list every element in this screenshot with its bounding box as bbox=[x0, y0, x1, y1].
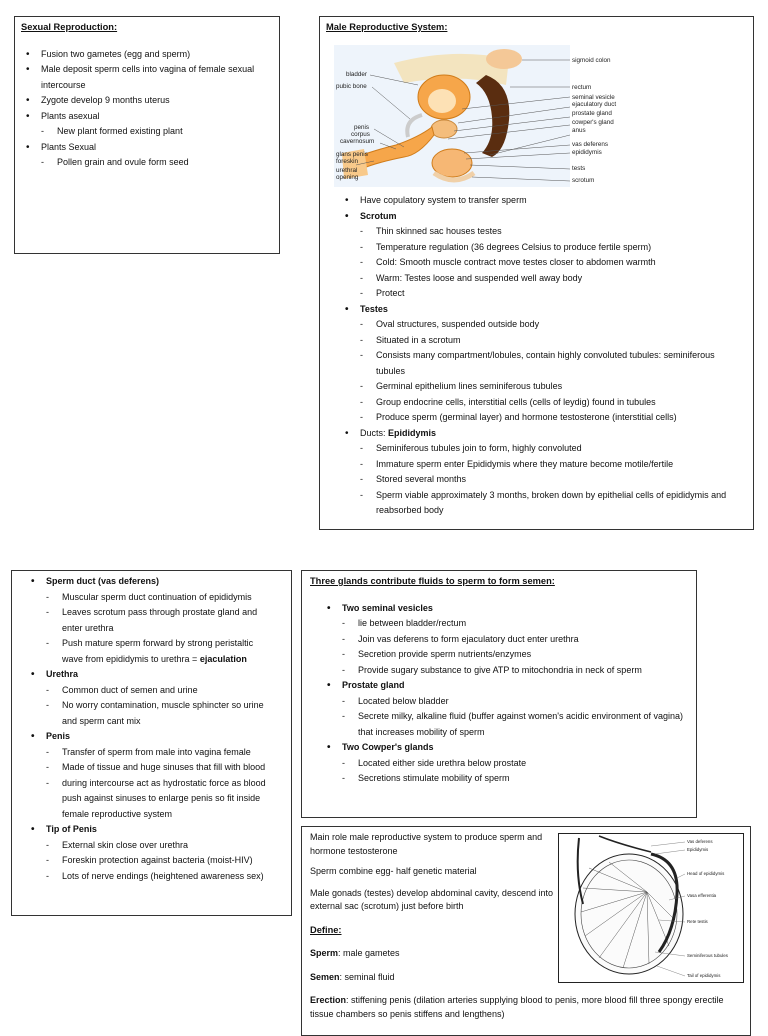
male-reproductive-list bbox=[340, 193, 740, 519]
diagram-label: tests bbox=[572, 165, 586, 172]
list-item: - lie between bladder/rectum bbox=[322, 616, 692, 632]
list-item: - Muscular sperm duct continuation of epididymis bbox=[26, 590, 276, 606]
diagram-label: corpus bbox=[351, 131, 370, 138]
diagram-label: opening bbox=[336, 174, 359, 181]
list-item: • Scrotum bbox=[340, 209, 740, 225]
list-item: - Warm: Testes loose and suspended well away body bbox=[340, 271, 740, 287]
definitions-box bbox=[301, 826, 751, 1036]
semen-term: Semen bbox=[310, 971, 340, 982]
testis-label: Seminiferous tubules bbox=[687, 953, 729, 958]
testis-label: Epididymis bbox=[687, 847, 709, 852]
testis-drawing bbox=[559, 834, 743, 982]
sperm-definition bbox=[310, 947, 555, 961]
testis-diagram bbox=[558, 833, 744, 983]
sigmoid-colon-shape bbox=[486, 49, 522, 69]
diagram-label: penis bbox=[354, 124, 370, 131]
semen-def: : seminal fluid bbox=[339, 971, 395, 982]
male-reproductive-system-title: Male Reproductive System: bbox=[326, 22, 448, 32]
testis-outline bbox=[575, 854, 683, 974]
list-item: - Located either side urethra below prostate bbox=[322, 756, 692, 772]
list-item: - External skin close over urethra bbox=[26, 838, 276, 854]
definitions-text bbox=[310, 831, 555, 984]
ducts-label: Ducts: bbox=[360, 427, 389, 438]
diagram-label: pubic bone bbox=[336, 83, 367, 90]
glands-title: Three glands contribute fluids to sperm to form semen: bbox=[310, 576, 555, 586]
testis-label: Vas deferens bbox=[687, 839, 713, 844]
sexual-reproduction-title: Sexual Reproduction: bbox=[21, 22, 118, 32]
testis-label: Head of epididymis bbox=[687, 871, 725, 876]
erection-definition bbox=[310, 994, 740, 1021]
testis-label: Vasa efferentia bbox=[687, 893, 717, 898]
prostate-shape bbox=[431, 120, 457, 138]
diagram-label: anus bbox=[572, 127, 586, 134]
diagram-label: foreskin bbox=[336, 158, 359, 165]
list-item: • Fusion two gametes (egg and sperm) bbox=[21, 47, 273, 63]
male-reproductive-diagram bbox=[334, 45, 570, 187]
testis-label: Tail of epididymis bbox=[687, 973, 721, 978]
list-item: - Temperature regulation (36 degrees Celsius to produce fertile sperm) bbox=[340, 240, 740, 256]
list-item: - Secretions stimulate mobility of sperm bbox=[322, 771, 692, 787]
list-item: - Oval structures, suspended outside body bbox=[340, 317, 740, 333]
diagram-label: ejaculatory duct bbox=[572, 101, 617, 108]
diagram-label: sigmoid colon bbox=[572, 57, 611, 64]
list-item: - Protect bbox=[340, 286, 740, 302]
list-item: • Testes bbox=[340, 302, 740, 318]
list-item: • Prostate gland bbox=[322, 678, 692, 694]
list-item: - Foreskin protection against bacteria (moist-HIV) bbox=[26, 853, 276, 869]
diagram-label: vas deferens bbox=[572, 141, 609, 148]
list-item: • Two Cowper's glands bbox=[322, 740, 692, 756]
list-item: - Common duct of semen and urine bbox=[26, 683, 276, 699]
list-item: • Have copulatory system to transfer sperm bbox=[340, 193, 740, 209]
list-item: - Leaves scrotum pass through prostate gland and enter urethra bbox=[26, 605, 276, 636]
diagram-label: urethral bbox=[336, 167, 358, 174]
erection-term: Erection bbox=[310, 995, 347, 1005]
list-item: - Produce sperm (germinal layer) and hormone testosterone (interstitial cells) bbox=[340, 410, 740, 426]
bladder-inner-shape bbox=[428, 89, 456, 113]
list-item: - Transfer of sperm from male into vagina female bbox=[26, 745, 276, 761]
diagram-label: seminal vesicle bbox=[572, 94, 615, 101]
list-item: - Thin skinned sac houses testes bbox=[340, 224, 740, 240]
list-item: - Join vas deferens to form ejaculatory duct enter urethra bbox=[322, 632, 692, 648]
list-item: - Cold: Smooth muscle contract move testes closer to abdomen warmth bbox=[340, 255, 740, 271]
diagram-label: rectum bbox=[572, 84, 592, 91]
diagram-label: bladder bbox=[346, 71, 368, 78]
list-item bbox=[26, 636, 276, 667]
list-item: • Urethra bbox=[26, 667, 276, 683]
list-item: • Zygote develop 9 months uterus bbox=[21, 93, 273, 109]
list-item: - Made of tissue and huge sinuses that fill with blood bbox=[26, 760, 276, 776]
diagram-label: cavernosum bbox=[340, 138, 375, 145]
diagram-label: scrotum bbox=[572, 177, 595, 184]
list-item: - No worry contamination, muscle sphincter so urine and sperm cant mix bbox=[26, 698, 276, 729]
list-item: - Lots of nerve endings (heightened awareness sex) bbox=[26, 869, 276, 885]
list-item: - Sperm viable approximately 3 months, broken down by epithelial cells of epididymis and reabsorbed body bbox=[340, 488, 736, 519]
list-item: - during intercourse act as hydrostatic force as blood push against sinuses to enlarge penis so fit inside female reproductive system bbox=[26, 776, 276, 823]
vas-deferens-shape bbox=[599, 836, 651, 852]
list-item: - Seminiferous tubules join to form, highly convoluted bbox=[340, 441, 740, 457]
male-reproductive-system-box bbox=[319, 16, 754, 530]
glands-list bbox=[322, 601, 692, 787]
sperm-def: : male gametes bbox=[338, 948, 400, 958]
sperm-duct-box bbox=[11, 570, 292, 916]
list-item: • Sperm duct (vas deferens) bbox=[26, 574, 276, 590]
peristaltic-text: Push mature sperm forward by strong peristaltic wave from epididymis to urethra = bbox=[62, 638, 254, 664]
diagram-label: prostate gland bbox=[572, 110, 612, 117]
semen-definition bbox=[310, 971, 555, 985]
list-item: - Situated in a scrotum bbox=[340, 333, 740, 349]
diagram-label: epididymis bbox=[572, 149, 602, 156]
list-item: - Immature sperm enter Epididymis where they mature become motile/fertile bbox=[340, 457, 740, 473]
list-item: • Plants asexual bbox=[21, 109, 273, 125]
diagram-label: glans penis bbox=[336, 151, 368, 158]
epididymis-label: Epididymis bbox=[388, 427, 437, 438]
sperm-combine-text: Sperm combine egg- half genetic material bbox=[310, 866, 477, 876]
list-item bbox=[340, 426, 740, 442]
gonads-text: Male gonads (testes) develop abdominal cavity, descend into external sac (scrotum) just before birth bbox=[310, 887, 553, 911]
list-item: • Two seminal vesicles bbox=[322, 601, 692, 617]
sperm-duct-list bbox=[26, 574, 276, 884]
list-item: • Penis bbox=[26, 729, 276, 745]
main-role-text: Main role male reproductive system to produce sperm and hormone testosterone bbox=[310, 832, 543, 856]
list-item: - Group endocrine cells, interstitial cells (cells of leydig) found in tubules bbox=[340, 395, 740, 411]
list-item: - Pollen grain and ovule form seed bbox=[21, 155, 273, 171]
ejaculation-term: ejaculation bbox=[199, 653, 247, 664]
list-item: • Plants Sexual bbox=[21, 140, 273, 156]
sperm-term: Sperm bbox=[310, 948, 339, 958]
list-item: - New plant formed existing plant bbox=[21, 124, 273, 140]
list-item: • Male deposit sperm cells into vagina of female sexual intercourse bbox=[21, 62, 271, 93]
list-item: - Secrete milky, alkaline fluid (buffer against women's acidic environment of vagina) that increases mobility of sperm bbox=[322, 709, 692, 740]
diagram-label: cowper's gland bbox=[572, 119, 614, 126]
list-item: - Stored several months bbox=[340, 472, 740, 488]
testis-label: Rete testis bbox=[687, 919, 708, 924]
list-item: - Germinal epithelium lines seminiferous tubules bbox=[340, 379, 740, 395]
list-item: - Provide sugary substance to give ATP to mitochondria in neck of sperm bbox=[322, 663, 692, 679]
list-item: - Secretion provide sperm nutrients/enzymes bbox=[322, 647, 692, 663]
sexual-reproduction-list bbox=[21, 47, 273, 171]
sexual-reproduction-box bbox=[14, 16, 280, 254]
erection-def: : stiffening penis (dilation arteries supplying blood to penis, more blood fill three spongy erectile tissue chambers so penis stiffens and lengthens) bbox=[310, 995, 724, 1019]
list-item: • Tip of Penis bbox=[26, 822, 276, 838]
list-item: - Consists many compartment/lobules, contain highly convoluted tubules: seminiferous tubules bbox=[340, 348, 731, 379]
list-item: - Located below bladder bbox=[322, 694, 692, 710]
glands-box bbox=[301, 570, 697, 818]
define-heading: Define: bbox=[310, 924, 342, 935]
